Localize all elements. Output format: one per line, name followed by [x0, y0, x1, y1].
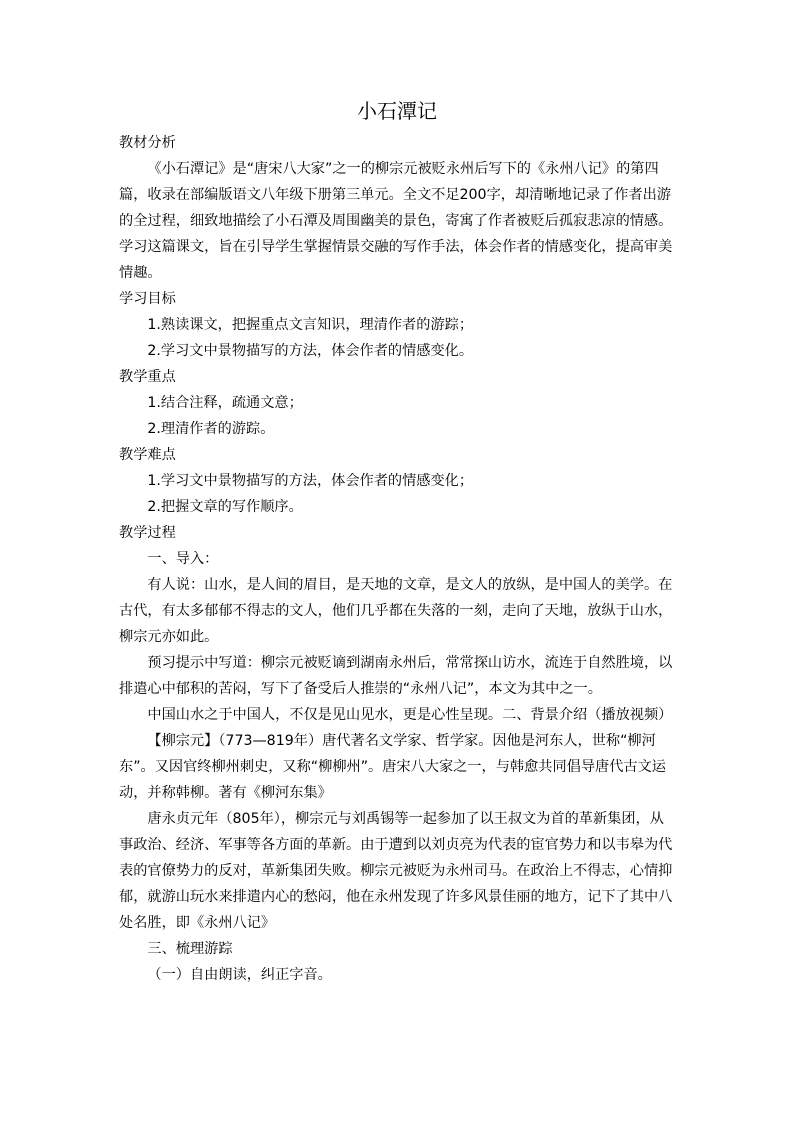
heading-difficulties: 教学难点 [119, 447, 176, 463]
list-item-key-2: 2.理清作者的游踪。 [147, 421, 275, 437]
paragraph-textbook-analysis: 《小石潭记》是“唐宋八大家”之一的柳宗元被贬永州后写下的《永州八记》的第四篇，收录在部编版语文八年级下册第三单元。全文不足200字，却清晰地记录了作者出游的全过程，细致地描绘了小石潭及周围幽美的景色，寄寓了作者被贬后孤寂悲凉的情感。学习这篇课文，旨在引导学生掌握情景交融的写作手法，体会作者的情感变化，提高审美情趣。 [119, 161, 673, 281]
paragraph-intro-quote: 有人说：山水，是人间的眉目，是天地的文章，是文人的放纵，是中国人的美学。在古代，有太多郁郁不得志的文人，他们几乎都在失落的一刻，走向了天地，放纵于山水，柳宗元亦如此。 [119, 577, 673, 645]
list-item-difficulty-2: 2.把握文章的写作顺序。 [147, 499, 303, 515]
paragraph-background-heading: 中国山水之于中国人，不仅是见山见水，更是心性呈现。二、背景介绍（播放视频） [147, 707, 673, 723]
paragraph-preview-tip: 预习提示中写道：柳宗元被贬谪到湖南永州后，常常探山访水，流连于自然胜境，以排遣心中郁积的苦闷，写下了备受后人推崇的“永州八记”，本文为其中之一。 [119, 655, 673, 697]
list-item-goal-1: 1.熟读课文，把握重点文言知识，理清作者的游踪； [147, 317, 474, 333]
list-item-key-1: 1.结合注释，疏通文意； [147, 395, 303, 411]
heading-teaching-process: 教学过程 [119, 525, 176, 541]
page-title: 小石潭记 [357, 99, 437, 123]
heading-textbook-analysis: 教材分析 [119, 135, 176, 151]
subheading-introduction: 一、导入： [147, 551, 219, 567]
heading-key-points: 教学重点 [119, 369, 176, 385]
list-item-goal-2: 2.学习文中景物描写的方法，体会作者的情感变化。 [147, 343, 474, 359]
document-body [119, 130, 675, 988]
subheading-trace-route: 三、梳理游踪 [147, 941, 233, 957]
paragraph-free-reading: （一）自由朗读，纠正字音。 [147, 967, 332, 983]
paragraph-author-bio: 【柳宗元】（773—819年）唐代著名文学家、哲学家。因他是河东人，世称“柳河东”。又因官终柳州刺史，又称“柳柳州”。唐宋八大家之一，与韩愈共同倡导唐代古文运动，并称韩柳。著有《柳河东集》 [119, 733, 666, 801]
list-item-difficulty-1: 1.学习文中景物描写的方法，体会作者的情感变化； [147, 473, 474, 489]
paragraph-history: 唐永贞元年（805年），柳宗元与刘禹锡等一起参加了以王叔文为首的革新集团，从事政治、经济、军事等各方面的革新。由于遭到以刘贞亮为代表的宦官势力和以韦皋为代表的官僚势力的反对，革新集团失败。柳宗元被贬为永州司马。在政治上不得志，心情抑郁，就游山玩水来排遣内心的愁闷，他在永州发现了许多风景佳丽的地方，记下了其中八处名胜，即《永州八记》 [119, 811, 673, 931]
heading-learning-goals: 学习目标 [119, 291, 176, 307]
